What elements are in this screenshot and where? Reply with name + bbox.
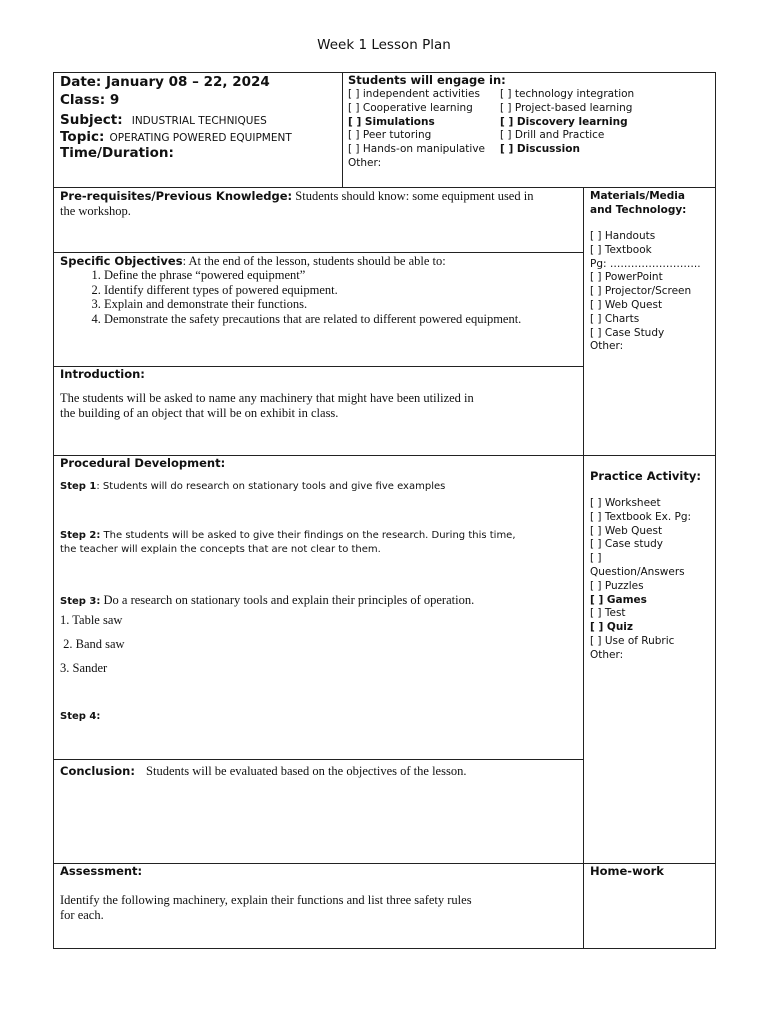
engage-item: [ ] Peer tutoring [348, 129, 432, 142]
engage-item: [ ] independent activities [348, 88, 480, 100]
practice-item: [ ] Case study [590, 538, 664, 551]
engage-item: [ ] Discussion [500, 143, 580, 156]
materials-item: [ ] Charts [590, 312, 640, 325]
materials-item: Pg: …………………….. [590, 257, 701, 270]
objective-item: 2. Identify different types of powered equipment. [104, 283, 594, 298]
header-divider [342, 72, 343, 188]
homework-label: Home-work [590, 864, 664, 878]
step2-label: Step 2: [60, 530, 101, 541]
introduction-line: The students will be asked to name any machinery that might have been utilized in [60, 391, 474, 405]
materials-list [590, 230, 701, 354]
practice-item: [ ] Worksheet [590, 497, 661, 509]
assessment-label: Assessment: [60, 864, 143, 878]
topic-value: OPERATING POWERED EQUIPMENT [109, 132, 292, 144]
practice-heading: Practice Activity: [590, 469, 701, 483]
step3 [60, 589, 474, 608]
prereq-section [60, 189, 580, 219]
page-title: Week 1 Lesson Plan [317, 37, 451, 53]
engage-other: Other: [348, 156, 382, 169]
engage-item: [ ] Project-based learning [500, 101, 633, 114]
objective-item: 1. Define the phrase “powered equipment” [104, 268, 594, 283]
prereq-text: Students should know: some equipment used in [295, 189, 534, 203]
practice-item: [ ] Quiz [590, 621, 634, 634]
materials-item: [ ] Web Quest [590, 298, 663, 311]
introduction-label: Introduction: [60, 367, 145, 381]
practice-item: [ ] Web Quest [590, 524, 663, 537]
objectives-section [60, 254, 580, 269]
practice-item: Question/Answers [590, 565, 685, 578]
practice-item: [ ] [590, 552, 602, 565]
introduction-line: the building of an object that will be on exhibit in class. [60, 406, 339, 420]
practice-item: [ ] Textbook Ex. Pg: [590, 510, 692, 523]
class-row [60, 92, 119, 108]
practice-item: [ ] Use of Rubric [590, 634, 675, 647]
prereq-label: Pre-requisites/Previous Knowledge: [60, 189, 293, 203]
date-row [60, 74, 270, 90]
objectives-list [58, 268, 594, 326]
engage-item: [ ] Cooperative learning [348, 101, 473, 114]
step3-text: Do a research on stationary tools and explain their principles of operation. [100, 593, 475, 607]
assessment-line: for each. [60, 908, 104, 922]
conclusion-section [60, 760, 466, 779]
procedural-label: Procedural Development: [60, 456, 226, 470]
materials-item: [ ] Textbook [590, 243, 652, 256]
prereq-text-2: the workshop. [60, 204, 131, 218]
subject-label: Subject: [60, 112, 123, 128]
rule-prereq [53, 252, 584, 253]
materials-item: [ ] Handouts [590, 230, 656, 242]
step3-label: Step 3: [60, 596, 101, 607]
objective-item: 3. Explain and demonstrate their functions. [104, 297, 594, 312]
step2 [60, 529, 516, 556]
introduction-text [60, 391, 580, 421]
practice-item: [ ] Test [590, 607, 626, 620]
tool-item: 1. Table saw [60, 613, 123, 627]
step1-text: : Students will do research on stationary tools and give five examples [96, 481, 446, 492]
engage-item: [ ] Hands-on manipulative [348, 143, 486, 156]
practice-item: [ ] Puzzles [590, 579, 644, 592]
assessment-line: Identify the following machinery, explain their functions and list three safety rules [60, 893, 472, 907]
tool-item: 2. Band saw [60, 637, 125, 651]
tool-item: 3. Sander [60, 661, 108, 675]
engage-item: [ ] technology integration [500, 88, 635, 100]
class-value: 9 [109, 92, 120, 108]
step2-text-2: the teacher will explain the concepts that are not clear to them. [60, 543, 381, 555]
materials-other: Other: [590, 340, 624, 353]
assessment-text [60, 893, 580, 923]
time-label: Time/Duration: [60, 145, 174, 161]
materials-item: [ ] Projector/Screen [590, 285, 692, 298]
subject-value: INDUSTRIAL TECHNIQUES [131, 115, 267, 127]
engage-heading: Students will engage in: [348, 73, 506, 87]
objectives-label: Specific Objectives [60, 254, 183, 268]
engage-item: [ ] Simulations [348, 115, 435, 128]
class-label: Class: [60, 92, 106, 108]
materials-heading-2: and Technology: [590, 204, 687, 216]
date-label: Date: [60, 74, 102, 90]
topic-label: Topic: [60, 129, 105, 145]
topic-row [60, 126, 292, 145]
engage-item: [ ] Drill and Practice [500, 129, 605, 142]
engage-right-list [500, 88, 634, 157]
engage-item: [ ] Discovery learning [500, 115, 628, 128]
engage-left-list [348, 88, 485, 171]
step4-label: Step 4: [60, 711, 101, 722]
materials-heading-1: Materials/Media [590, 190, 685, 202]
step2-text: The students will be asked to give their findings on the research. During this time, [100, 530, 516, 541]
practice-other: Other: [590, 648, 624, 661]
practice-item: [ ] Games [590, 593, 647, 606]
materials-heading [590, 189, 686, 217]
practice-list [590, 497, 691, 663]
materials-item: [ ] PowerPoint [590, 271, 663, 284]
date-value: January 08 – 22, 2024 [106, 74, 270, 90]
conclusion-text: Students will be evaluated based on the objectives of the lesson. [146, 764, 467, 778]
conclusion-label: Conclusion: [60, 764, 135, 778]
objective-item: 4. Demonstrate the safety precautions that are related to different powered equipment. [104, 312, 594, 327]
step1 [60, 481, 445, 492]
objectives-intro: : At the end of the lesson, students should be able to: [182, 254, 446, 268]
materials-item: [ ] Case Study [590, 326, 665, 339]
step1-label: Step 1 [60, 481, 97, 492]
